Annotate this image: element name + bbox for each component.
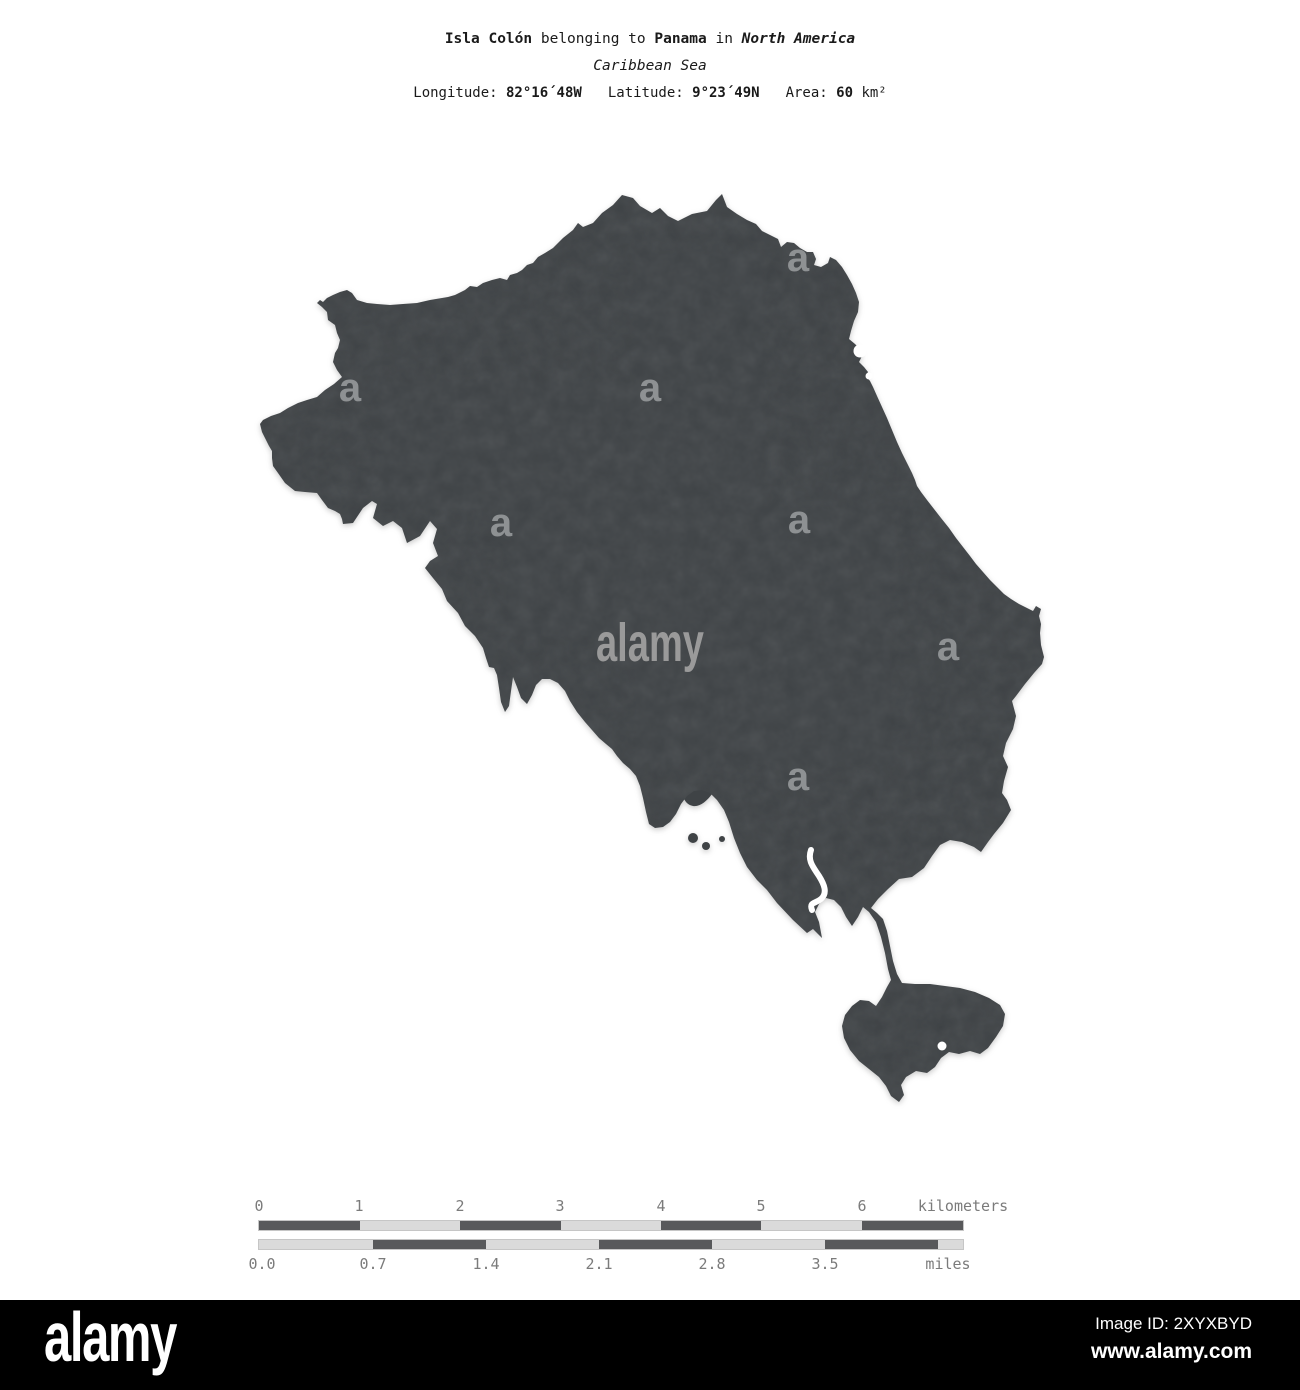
east-cove: [854, 345, 867, 358]
scale-segment: [599, 1240, 712, 1249]
watermark-a-icon: a: [489, 501, 513, 545]
scale-segment: [862, 1221, 963, 1230]
longitude-value: 82°16´48W: [505, 85, 582, 101]
latitude-value: 9°23´49N: [692, 85, 760, 101]
area-label: Area:: [785, 85, 837, 101]
alamy-footer-bar: [0, 1300, 1300, 1390]
watermark-a-icon: a: [787, 498, 811, 542]
km-unit-label: kilometers: [917, 1197, 1009, 1215]
title-connector2: in: [706, 31, 742, 47]
watermark-a-icon: a: [786, 755, 810, 799]
title-connector1: belonging to: [532, 31, 655, 47]
alamy-logo: alamy: [44, 1298, 176, 1376]
alamy-url: www.alamy.com: [1090, 1340, 1252, 1363]
mile-tick: 0.7: [359, 1255, 387, 1273]
mile-unit-label: miles: [925, 1255, 971, 1273]
longitude-label: Longitude:: [413, 85, 506, 101]
east-notch: [866, 373, 873, 380]
scale-segment: [486, 1240, 599, 1249]
watermark-a-icon: a: [638, 366, 662, 410]
scale-segment: [561, 1221, 661, 1230]
km-tick: 3: [555, 1197, 565, 1215]
scale-segment: [259, 1240, 373, 1249]
small-islet: [719, 836, 725, 842]
watermark-a-icon: a: [786, 236, 810, 280]
mile-tick: 0.0: [248, 1255, 276, 1273]
scale-segment: [460, 1221, 561, 1230]
km-tick: 2: [455, 1197, 465, 1215]
latitude-label: Latitude:: [607, 85, 693, 101]
scale-segment: [825, 1240, 938, 1249]
watermark-alamy-center: alamy: [596, 613, 704, 673]
map-subtitle-sea: Caribbean Sea: [593, 58, 707, 74]
lagoon-hole: [938, 1042, 947, 1051]
scale-segment: [360, 1221, 460, 1230]
km-tick: 5: [756, 1197, 766, 1215]
scale-segment: [661, 1221, 761, 1230]
footer-info: [1091, 1314, 1252, 1364]
mile-tick: 1.4: [472, 1255, 500, 1273]
scale-segment: [938, 1240, 963, 1249]
km-tick: 1: [354, 1197, 364, 1215]
area-unit: km²: [853, 85, 887, 101]
mile-tick: 3.5: [811, 1255, 839, 1273]
scale-segment: [761, 1221, 862, 1230]
scale-segment: [712, 1240, 825, 1249]
island-name: Isla Colón: [444, 31, 533, 47]
scale-bar-miles: [259, 1240, 963, 1249]
mile-tick: 2.1: [585, 1255, 613, 1273]
mile-tick: 2.8: [698, 1255, 726, 1273]
km-tick: 4: [656, 1197, 666, 1215]
country-name: Panama: [654, 31, 707, 47]
scale-segment: [373, 1240, 486, 1249]
small-islet: [702, 842, 710, 850]
km-tick: 6: [857, 1197, 867, 1215]
small-islet: [688, 833, 698, 843]
continent-name: North America: [741, 31, 856, 47]
km-tick: 0: [254, 1197, 264, 1215]
watermark-a-icon: a: [338, 366, 362, 410]
area-value: 60: [836, 85, 854, 101]
image-id-text: Image ID: 2XYXBYD: [1095, 1314, 1252, 1333]
watermark-a-icon: a: [936, 625, 960, 669]
scale-bar-km: [259, 1221, 963, 1230]
scale-segment: [259, 1221, 360, 1230]
